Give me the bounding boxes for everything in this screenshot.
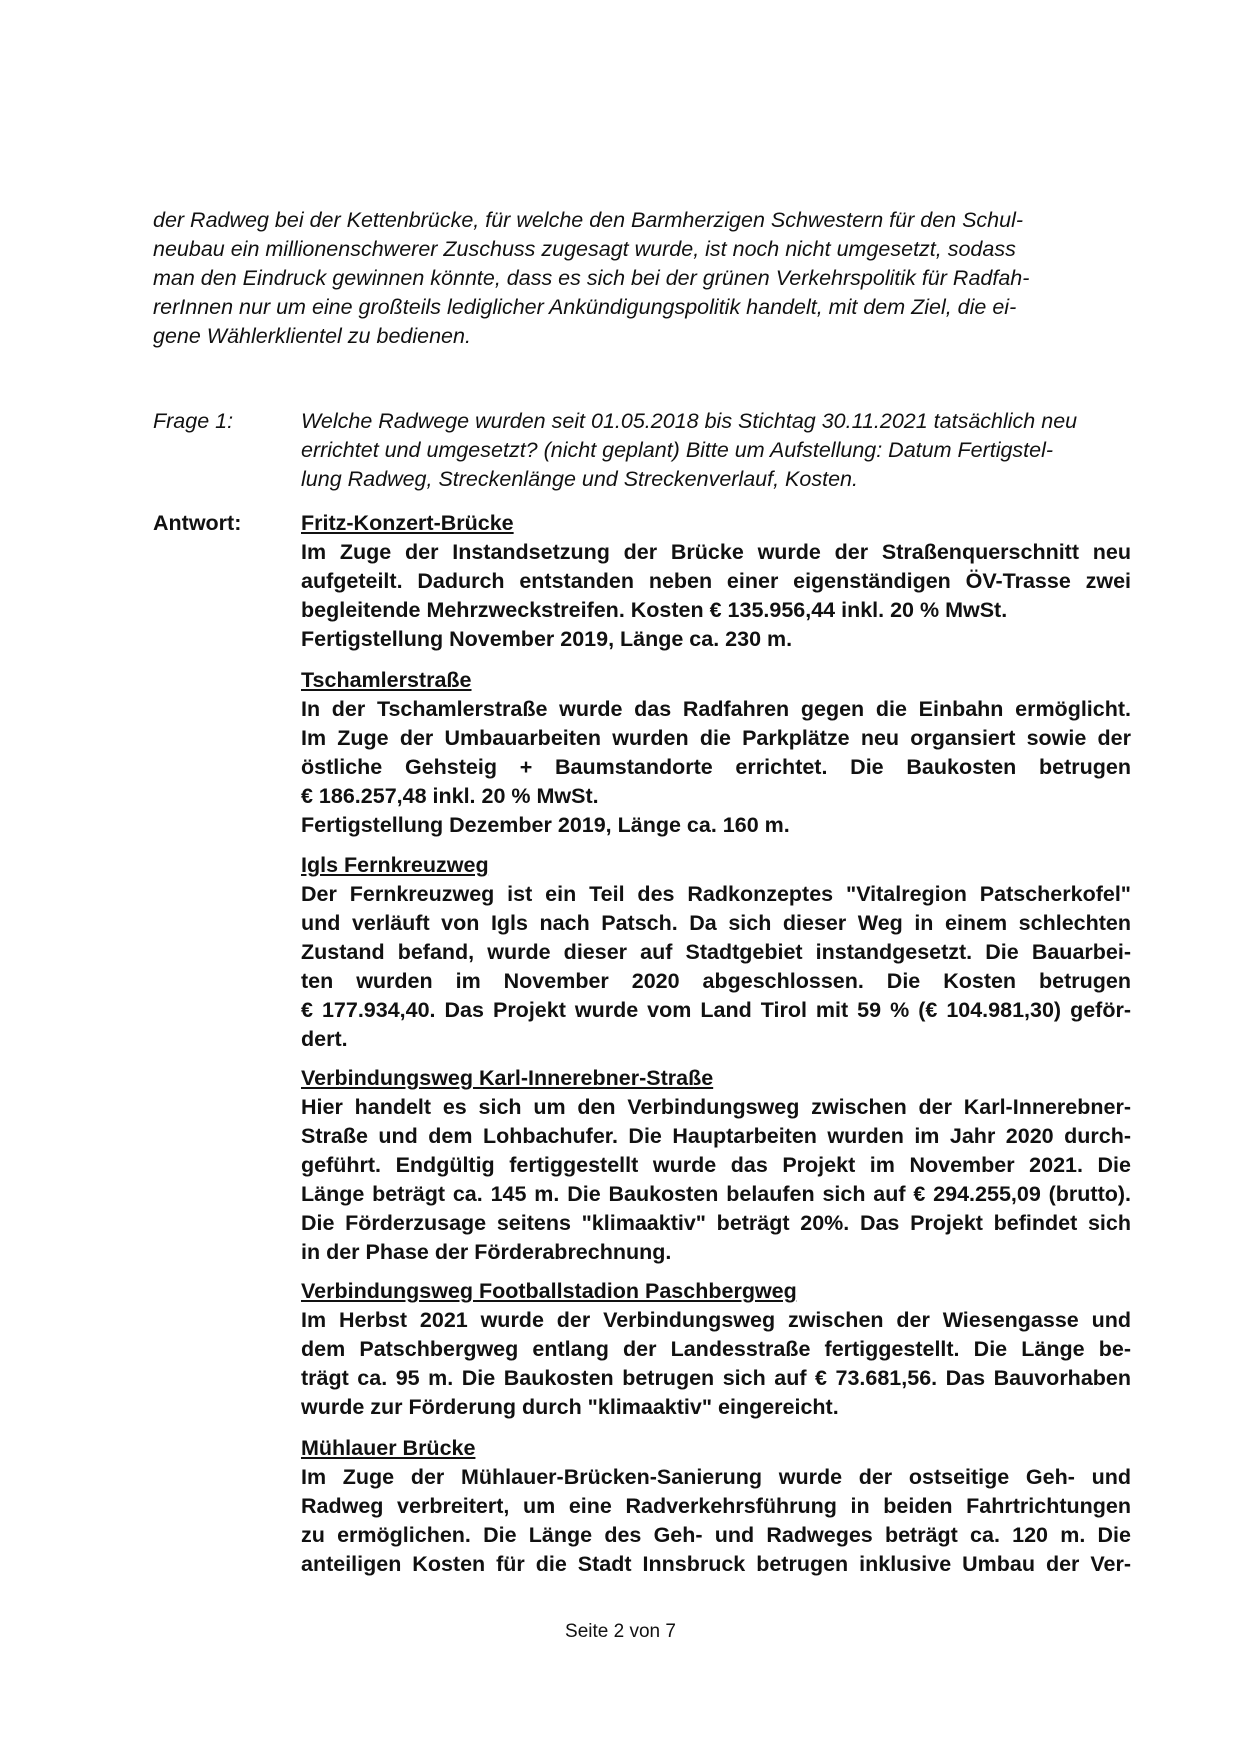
section-line: Länge beträgt ca. 145 m. Die Baukosten belaufen sich auf € 294.255,09 (brutto). bbox=[301, 1182, 1131, 1206]
section-line: Fertigstellung Dezember 2019, Länge ca. 160 m. bbox=[301, 813, 790, 837]
answer-section-fritz-konzert-bruecke bbox=[301, 509, 1131, 654]
section-title: Tschamlerstraße bbox=[301, 668, 472, 692]
section-line: begleitende Mehrzweckstreifen. Kosten € 135.956,44 inkl. 20 % MwSt. bbox=[301, 598, 1008, 622]
section-line: Der Fernkreuzweg ist ein Teil des Radkonzeptes "Vitalregion Patscherkofel" bbox=[301, 882, 1131, 906]
section-title: Verbindungsweg Footballstadion Paschbergweg bbox=[301, 1279, 797, 1303]
question-line: lung Radweg, Streckenlänge und Streckenverlauf, Kosten. bbox=[301, 467, 858, 491]
section-line: und verläuft von Igls nach Patsch. Da sich dieser Weg in einem schlechten bbox=[301, 911, 1131, 935]
section-line: Zustand befand, wurde dieser auf Stadtgebiet instandgesetzt. Die Bauarbei- bbox=[301, 940, 1131, 964]
section-title: Verbindungsweg Karl-Innerebner-Straße bbox=[301, 1066, 714, 1090]
section-line: € 177.934,40. Das Projekt wurde vom Land Tirol mit 59 % (€ 104.981,30) geför- bbox=[301, 998, 1131, 1022]
question-line: errichtet und umgesetzt? (nicht geplant) Bitte um Aufstellung: Datum Fertigstel- bbox=[301, 438, 1054, 462]
question-label: Frage 1: bbox=[153, 409, 234, 433]
answer-label: Antwort: bbox=[153, 511, 242, 535]
answer-section-igls-fernkreuzweg bbox=[301, 851, 1131, 1054]
section-line: trägt ca. 95 m. Die Baukosten betrugen sich auf € 73.681,56. Das Bauvorhaben bbox=[301, 1366, 1131, 1390]
section-line: geführt. Endgültig fertiggestellt wurde das Projekt im November 2021. Die bbox=[301, 1153, 1131, 1177]
section-line: Die Förderzusage seitens "klimaaktiv" beträgt 20%. Das Projekt befindet sich bbox=[301, 1211, 1131, 1235]
section-line: ten wurden im November 2020 abgeschlossen. Die Kosten betrugen bbox=[301, 969, 1131, 993]
section-line: Radweg verbreitert, um eine Radverkehrsführung in beiden Fahrtrichtungen bbox=[301, 1494, 1131, 1518]
section-line: in der Phase der Förderabrechnung. bbox=[301, 1240, 672, 1264]
section-line: Im Zuge der Mühlauer-Brücken-Sanierung wurde der ostseitige Geh- und bbox=[301, 1465, 1131, 1489]
question-line: Welche Radwege wurden seit 01.05.2018 bis Stichtag 30.11.2021 tatsächlich neu bbox=[301, 409, 1078, 433]
section-title: Fritz-Konzert-Brücke bbox=[301, 511, 514, 535]
section-line: € 186.257,48 inkl. 20 % MwSt. bbox=[301, 784, 599, 808]
section-title: Igls Fernkreuzweg bbox=[301, 853, 489, 877]
section-line: Im Herbst 2021 wurde der Verbindungsweg zwischen der Wiesengasse und bbox=[301, 1308, 1131, 1332]
section-line: Fertigstellung November 2019, Länge ca. 230 m. bbox=[301, 627, 793, 651]
section-line: aufgeteilt. Dadurch entstanden neben einer eigenständigen ÖV-Trasse zwei bbox=[301, 569, 1131, 593]
section-line: In der Tschamlerstraße wurde das Radfahren gegen die Einbahn ermöglicht. bbox=[301, 697, 1131, 721]
intro-line: man den Eindruck gewinnen könnte, dass es sich bei der grünen Verkehrspolitik für Radfah- bbox=[153, 266, 1030, 290]
section-line: östliche Gehsteig + Baumstandorte errichtet. Die Baukosten betrugen bbox=[301, 755, 1131, 779]
intro-line: rerInnen nur um eine großteils lediglicher Ankündigungspolitik handelt, mit dem Ziel, die ei- bbox=[153, 295, 1017, 319]
intro-line: gene Wählerklientel zu bedienen. bbox=[153, 324, 471, 348]
section-line: Im Zuge der Umbauarbeiten wurden die Parkplätze neu organsiert sowie der bbox=[301, 726, 1131, 750]
section-line: dert. bbox=[301, 1027, 348, 1051]
section-line: wurde zur Förderung durch "klimaaktiv" eingereicht. bbox=[301, 1395, 839, 1419]
section-line: anteiligen Kosten für die Stadt Innsbruck betrugen inklusive Umbau der Ver- bbox=[301, 1552, 1131, 1576]
intro-line: neubau ein millionenschwerer Zuschuss zugesagt wurde, ist noch nicht umgesetzt, sodass bbox=[153, 237, 1016, 261]
intro-paragraph bbox=[153, 206, 1123, 351]
answer-section-footballstadion-paschbergweg bbox=[301, 1277, 1131, 1422]
section-line: Hier handelt es sich um den Verbindungsweg zwischen der Karl-Innerebner- bbox=[301, 1095, 1131, 1119]
answer-section-tschamlerstrasse bbox=[301, 666, 1131, 840]
section-title: Mühlauer Brücke bbox=[301, 1436, 476, 1460]
section-line: zu ermöglichen. Die Länge des Geh- und Radweges beträgt ca. 120 m. Die bbox=[301, 1523, 1131, 1547]
page-number: Seite 2 von 7 bbox=[565, 1621, 676, 1642]
section-line: dem Patschbergweg entlang der Landesstraße fertiggestellt. Die Länge be- bbox=[301, 1337, 1131, 1361]
answer-section-muehlauer-bruecke bbox=[301, 1434, 1131, 1579]
answer-section-karl-innerebner-strasse bbox=[301, 1064, 1131, 1267]
intro-line: der Radweg bei der Kettenbrücke, für welche den Barmherzigen Schwestern für den Schul- bbox=[153, 208, 1024, 232]
question-text bbox=[301, 407, 1131, 494]
section-line: Straße und dem Lohbachufer. Die Hauptarbeiten wurden im Jahr 2020 durch- bbox=[301, 1124, 1131, 1148]
section-line: Im Zuge der Instandsetzung der Brücke wurde der Straßenquerschnitt neu bbox=[301, 540, 1131, 564]
